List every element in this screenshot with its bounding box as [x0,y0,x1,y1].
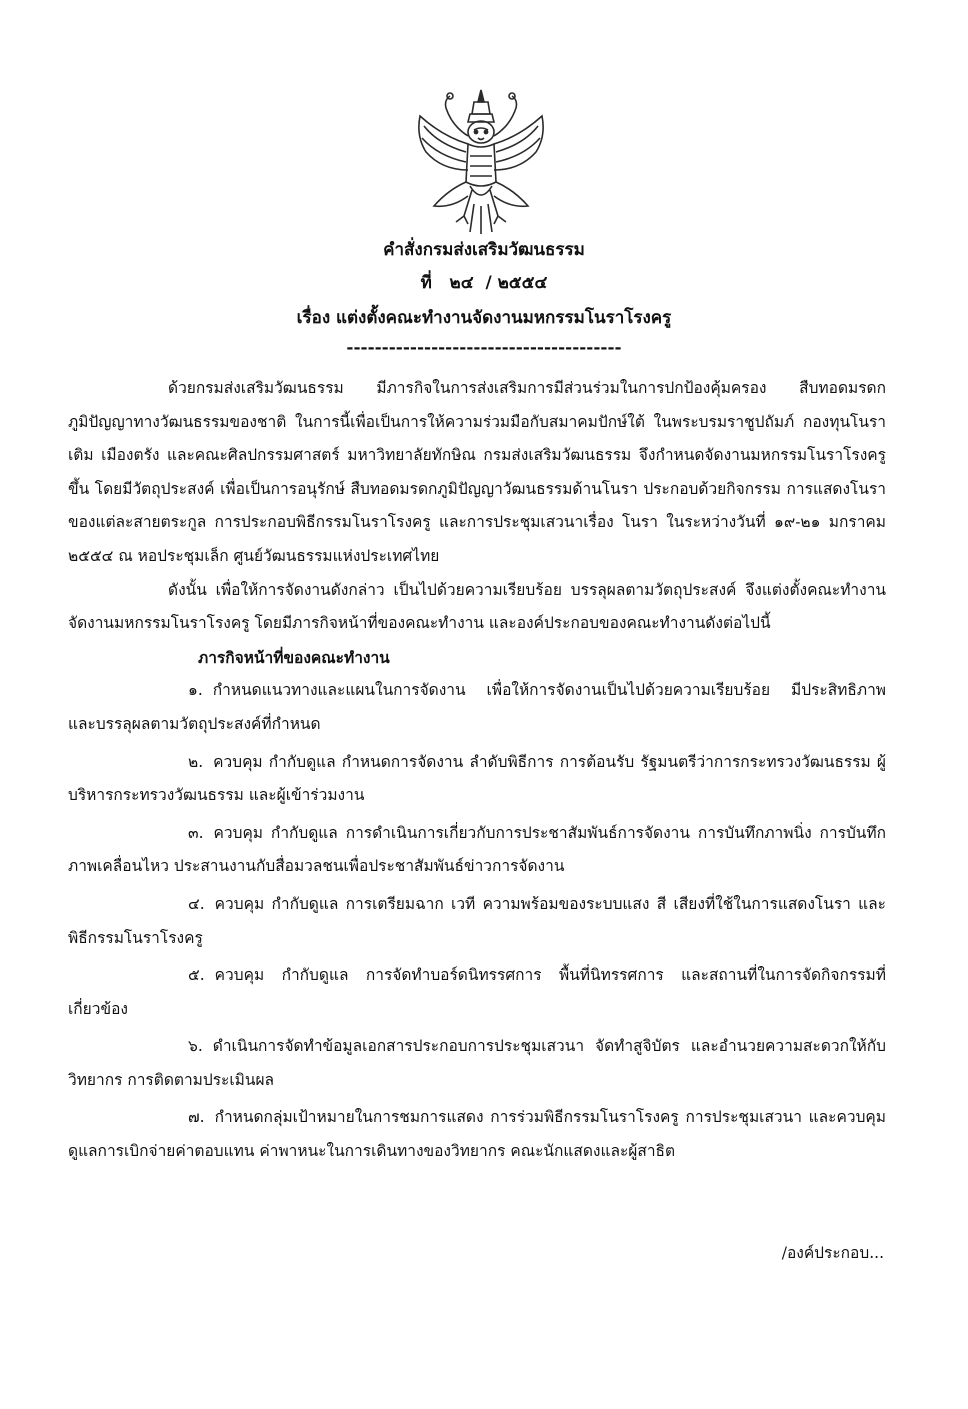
duty-text: ดำเนินการจัดทำข้อมูลเอกสารประกอบการประชุมเสวนา จัดทำสูจิบัตร และอำนวยความสะดวกให้กับวิทยากร การติดตามประเมินผล [68,1037,886,1089]
duty-item [68,674,886,741]
duty-number: ๔. [188,894,205,913]
duty-text: ควบคุม กำกับดูแล การจัดทำบอร์ดนิทรรศการ พื้นที่นิทรรศการ และสถานที่ในการจัดกิจกรรมที่เกี่ยวข้อง [68,966,886,1018]
continuation-note: /องค์ประกอบ... [781,1244,884,1262]
duty-number: ๑. [188,681,203,700]
duty-item [68,1030,886,1097]
duty-text: ควบคุม กำกับดูแล การเตรียมฉาก เวที ความพร้อมของระบบแสง สี เสียงที่ใช้ในการแสดงโนรา และพิธีกรรมโนราโรงครู [68,894,886,947]
section-title: ภารกิจหน้าที่ของคณะทำงาน [198,647,390,667]
duty-item [68,1101,886,1168]
duty-number: ๗. [188,1108,205,1127]
garuda-emblem-icon [412,86,550,236]
duty-item [68,817,886,884]
duty-number: ๕. [188,966,205,985]
duty-item [68,888,886,955]
order-title: คำสั่งกรมส่งเสริมวัฒนธรรม [383,240,585,260]
duty-text: กำหนดกลุ่มเป้าหมายในการชมการแสดง การร่วมพิธีกรรมโนราโรงครู การประชุมเสวนา และควบคุม ดูแลการเบิกจ่ายค่าตอบแทน ค่าพาหนะในการเดินทางของวิทยากร คณะนักแสดงและผู้สาธิต [68,1108,886,1161]
intro-paragraph: ด้วยกรมส่งเสริมวัฒนธรรม มีภารกิจในการส่งเสริมการมีส่วนร่วมในการปกป้องคุ้มครอง สืบทอดมรดกภูมิปัญญาทางวัฒนธรรมของชาติ ในการนี้เพื่อเป็นการให้ความร่วมมือกับสมาคมปักษ์ใต้ ในพระบรมราชูปถัมภ์ กองทุนโนราเติม เมืองตรัง และคณะศิลปกรรมศาสตร์ มหาวิทยาลัยทักษิณ กรมส่งเสริมวัฒนธรรม จึงกำหนดจัดงานมหกรรมโนราโรงครูขึ้น โดยมีวัตถุประสงค์ เพื่อเป็นการอนุรักษ์ สืบทอดมรดกภูมิปัญญาวัฒนธรรมด้านโนรา ประกอบด้วยกิจกรรม การแสดงโนราของแต่ละสายตระกูล การประกอบพิธีกรรมโนราโรงครู และการประชุมเสวนาเรื่อง โนรา ในระหว่างวันที่ ๑๙-๒๑ มกราคม ๒๕๕๔ ณ หอประชุมเล็ก ศูนย์วัฒนธรรมแห่งประเทศไทย [68,379,886,565]
duty-text: ควบคุม กำกับดูแล กำหนดการจัดงาน ลำดับพิธีการ การต้อนรับ รัฐมนตรีว่าการกระทรวงวัฒนธรรม ผู้บริหารกระทรวงวัฒนธรรม และผู้เข้าร่วมงาน [68,752,886,805]
duty-item [68,746,886,813]
order-number: ที่ ๒๔ / ๒๕๕๔ [420,273,548,293]
duty-number: ๓. [188,823,204,842]
duty-number: ๖. [188,1037,203,1056]
header-divider: --------------------------------------- [346,338,622,358]
order-subject: เรื่อง แต่งตั้งคณะทำงานจัดงานมหกรรมโนราโรงครู [296,308,672,328]
duty-text: กำหนดแนวทางและแผนในการจัดงาน เพื่อให้การจัดงานเป็นไปด้วยความเรียบร้อย มีประสิทธิภาพ และบรรลุผลตามวัตถุประสงค์ที่กำหนด [68,681,886,733]
purpose-paragraph: ดังนั้น เพื่อให้การจัดงานดังกล่าว เป็นไปด้วยความเรียบร้อย บรรลุผลตามวัตถุประสงค์ จึงแต่งตั้งคณะทำงานจัดงานมหกรรมโนราโรงครู โดยมีภารกิจหน้าที่ของคณะทำงาน และองค์ประกอบของคณะทำงานดังต่อไปนี้ [68,580,886,633]
duty-item [68,959,886,1026]
document-body [68,372,886,1169]
duty-text: ควบคุม กำกับดูแล การดำเนินการเกี่ยวกับการประชาสัมพันธ์การจัดงาน การบันทึกภาพนิ่ง การบันทึกภาพเคลื่อนไหว ประสานงานกับสื่อมวลชนเพื่อประชาสัมพันธ์ข่าวการจัดงาน [68,823,886,876]
duty-number: ๒. [188,752,204,771]
